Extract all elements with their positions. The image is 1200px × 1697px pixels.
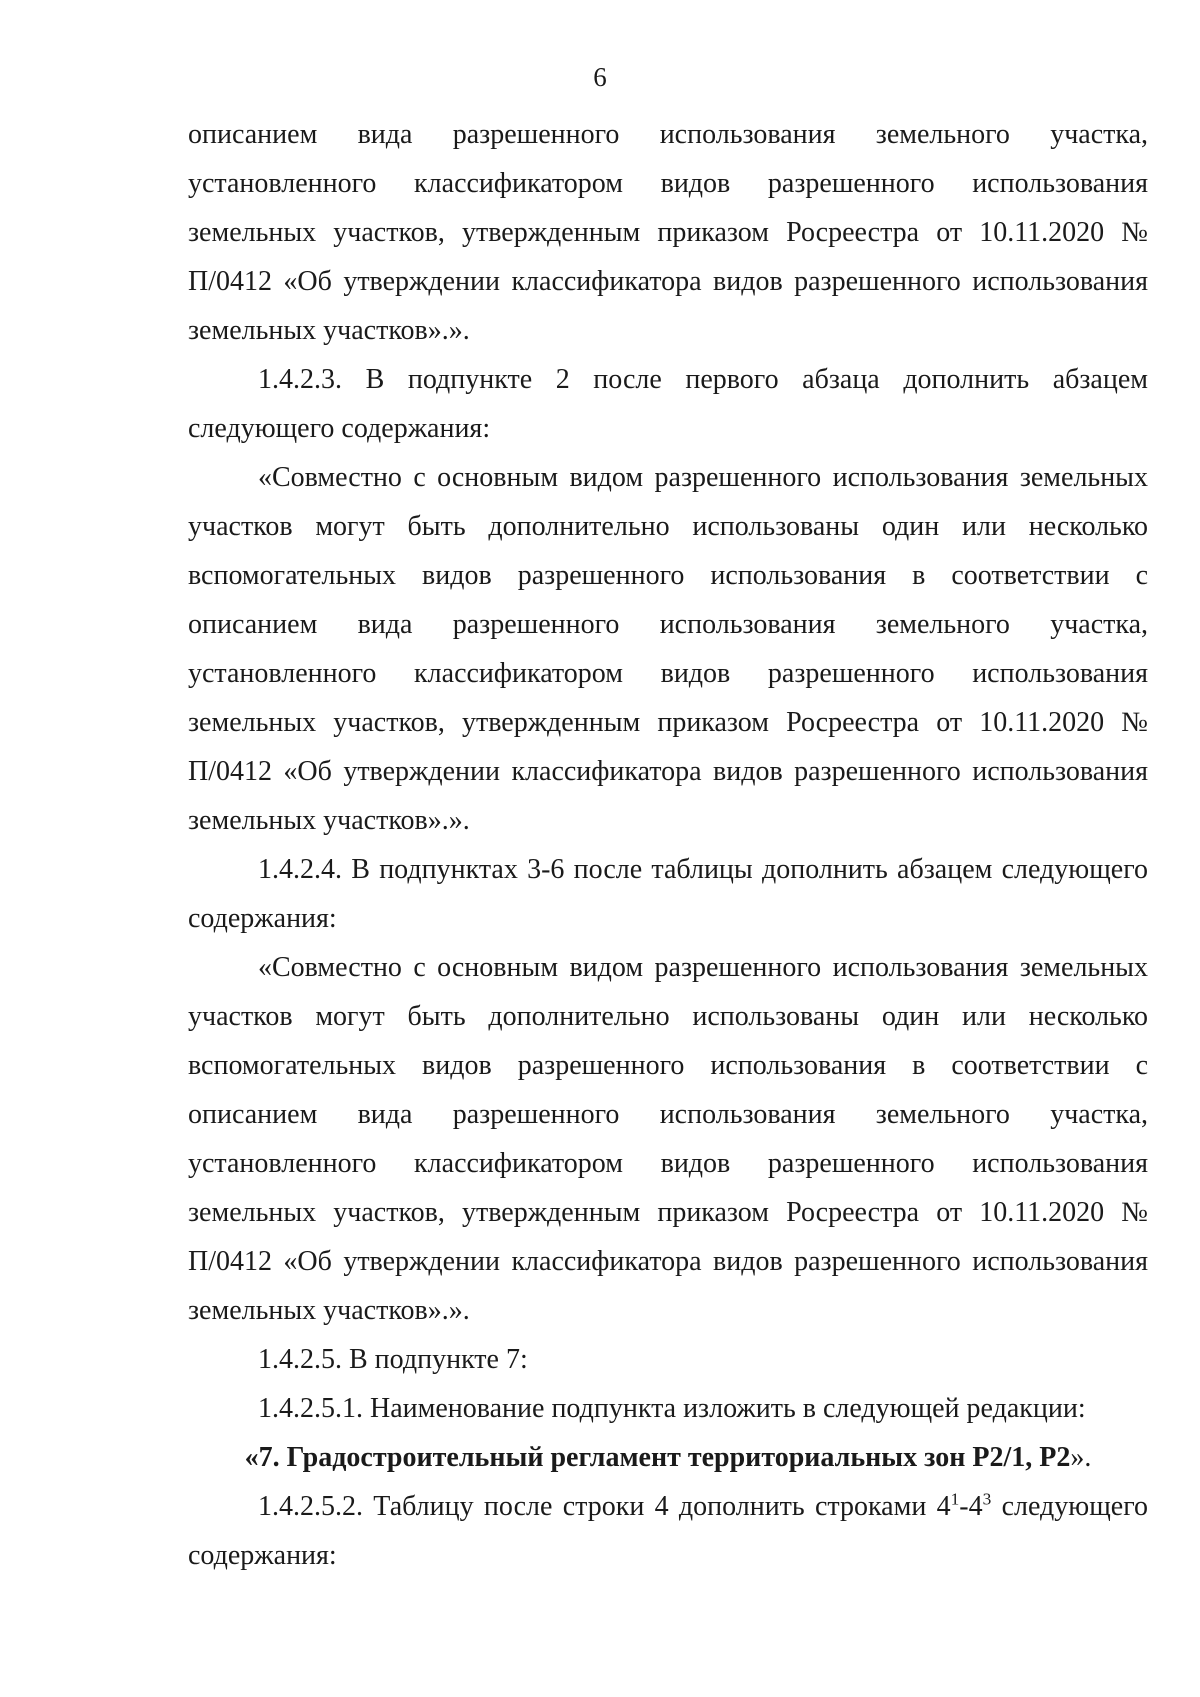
page-number: 6 bbox=[593, 62, 607, 92]
paragraph-1-4-2-3: 1.4.2.3. В подпункте 2 после первого абзаца дополнить абзацем следующего содержания: bbox=[188, 364, 1148, 444]
paragraph-1-4-2-5-2 bbox=[188, 1482, 1148, 1580]
paragraph-quote-1: «Совместно с основным видом разрешенного использования земельных участков могут быть дополнительно использованы один или несколько вспомогательных видов разрешенного использования в соответствии с описанием вида разрешенного использования земельного участка, установленного классификатором видов разрешенного использования земельных участков, утвержденным приказом Росреестра от 10.11.2020 № П/0412 «Об утверждении классификатора видов разрешенного использования земельных участков».». bbox=[188, 462, 1148, 836]
paragraph-text-end: следующего содержания: bbox=[188, 1491, 1148, 1571]
paragraph-1-4-2-5: 1.4.2.5. В подпункте 7: bbox=[258, 1344, 528, 1375]
heading-title: 7. Градостроительный регламент территориальных зон Р2/1, Р2 bbox=[258, 1442, 1071, 1473]
superscript-1: 1 bbox=[950, 1489, 960, 1509]
heading-open-quote: « bbox=[244, 1442, 259, 1473]
paragraph-continuation: описанием вида разрешенного использования земельного участка, установленного классификатором видов разрешенного использования земельных участков, утвержденным приказом Росреестра от 10.11.2020 № П/0412 «Об утверждении классификатора видов разрешенного использования земельных участков».». bbox=[188, 119, 1148, 346]
subsection-heading bbox=[188, 1433, 1148, 1482]
paragraph-1-4-2-4: 1.4.2.4. В подпунктах 3-6 после таблицы дополнить абзацем следующего содержания: bbox=[188, 854, 1148, 934]
superscript-3: 3 bbox=[982, 1489, 992, 1509]
document-body bbox=[188, 110, 1148, 1580]
paragraph-quote-2: «Совместно с основным видом разрешенного использования земельных участков могут быть дополнительно использованы один или несколько вспомогательных видов разрешенного использования в соответствии с описанием вида разрешенного использования земельного участка, установленного классификатором видов разрешенного использования земельных участков, утвержденным приказом Росреестра от 10.11.2020 № П/0412 «Об утверждении классификатора видов разрешенного использования земельных участков».». bbox=[188, 952, 1148, 1326]
paragraph-text-dash: -4 bbox=[959, 1491, 983, 1522]
paragraph-text-start: 1.4.2.5.2. Таблицу после строки 4 дополнить строками 4 bbox=[258, 1491, 951, 1522]
heading-close-quote: ». bbox=[1070, 1442, 1092, 1473]
paragraph-1-4-2-5-1: 1.4.2.5.1. Наименование подпункта изложить в следующей редакции: bbox=[258, 1393, 1086, 1424]
